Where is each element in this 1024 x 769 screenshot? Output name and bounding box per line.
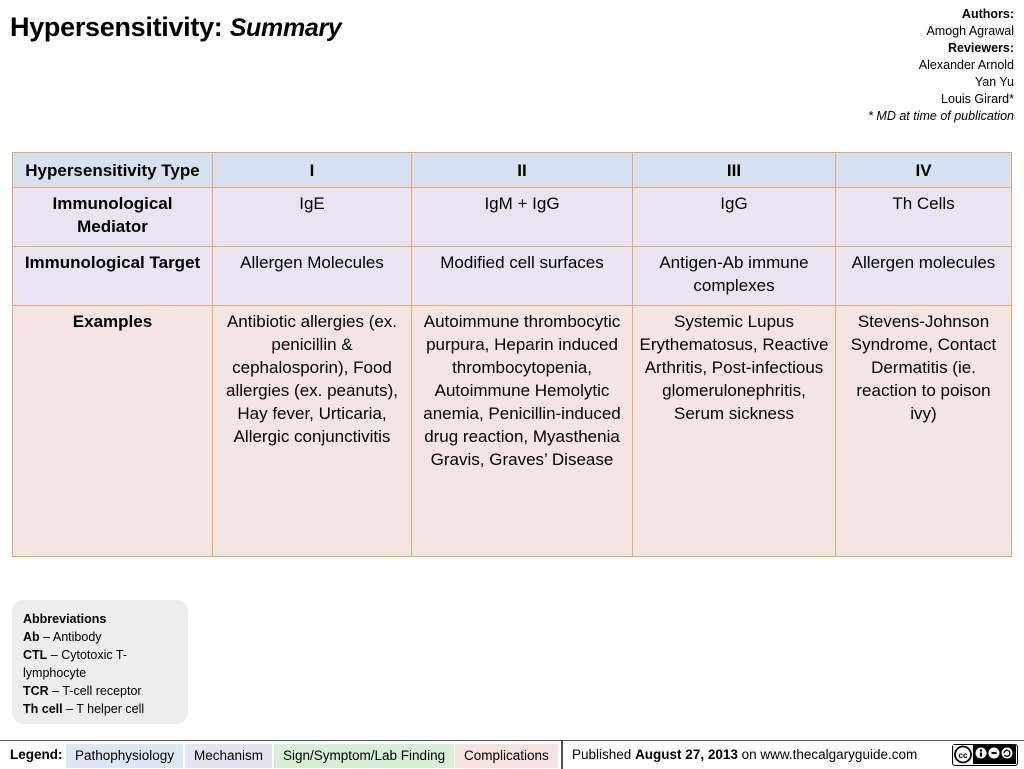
legend-label: Legend: bbox=[10, 747, 63, 762]
table-row bbox=[13, 306, 1012, 557]
abbreviation: CTL bbox=[23, 648, 48, 662]
table-cell: Modified cell surfaces bbox=[412, 247, 633, 306]
table-cell: Systemic Lupus Erythematosus, Reactive Arthritis, Post-infectious glomerulonephritis, Serum sickness bbox=[633, 306, 836, 557]
legend-divider bbox=[561, 741, 563, 769]
legend-mechanism: Mechanism bbox=[185, 744, 272, 768]
abbreviation: TCR bbox=[23, 684, 49, 698]
abbreviation: Ab bbox=[23, 630, 40, 644]
authors-label: Authors: bbox=[961, 7, 1014, 21]
cc-license-icon bbox=[952, 744, 1018, 766]
abbreviation-meaning: T helper cell bbox=[76, 702, 145, 716]
reviewer-name: Alexander Arnold bbox=[918, 58, 1014, 72]
reviewers-label: Reviewers: bbox=[947, 41, 1014, 55]
published-site: on www.thecalgaryguide.com bbox=[741, 747, 918, 762]
reviewer-name: Louis Girard* bbox=[941, 92, 1014, 106]
table-row bbox=[13, 188, 1012, 247]
page-title bbox=[10, 12, 342, 43]
abbreviation-item: TCR – T-cell receptor bbox=[23, 684, 142, 698]
abbreviation-meaning: T-cell receptor bbox=[62, 684, 142, 698]
reviewer-name: Yan Yu bbox=[974, 75, 1014, 89]
type-header: I bbox=[213, 153, 412, 188]
table-cell: IgM + IgG bbox=[412, 188, 633, 247]
abbreviation: Th cell bbox=[23, 702, 63, 716]
published-line bbox=[572, 747, 917, 762]
legend-bar bbox=[0, 740, 1024, 769]
abbreviations-box bbox=[12, 600, 188, 724]
type-header: II bbox=[412, 153, 633, 188]
svg-text:cc: cc bbox=[958, 751, 968, 760]
table-cell: Allergen molecules bbox=[836, 247, 1012, 306]
table-header-row bbox=[13, 153, 1012, 188]
title-subtitle: Summary bbox=[229, 14, 342, 42]
type-header: IV bbox=[836, 153, 1012, 188]
row-label: Immunological Target bbox=[13, 247, 213, 306]
published-prefix: Published bbox=[572, 747, 632, 762]
table-cell: Stevens-Johnson Syndrome, Contact Dermatitis (ie. reaction to poison ivy) bbox=[836, 306, 1012, 557]
author-name: Amogh Agrawal bbox=[926, 24, 1014, 38]
abbreviation-meaning: Antibody bbox=[52, 630, 102, 644]
type-header: III bbox=[633, 153, 836, 188]
table-cell: Autoimmune thrombocytic purpura, Heparin induced thrombocytopenia, Autoimmune Hemolytic anemia, Penicillin-induced drug reaction, Myasthenia Gravis, Graves’ Disease bbox=[412, 306, 633, 557]
table-row bbox=[13, 247, 1012, 306]
abbreviations-title: Abbreviations bbox=[23, 612, 107, 626]
abbreviation-item: Th cell – T helper cell bbox=[23, 702, 145, 716]
title-main: Hypersensitivity: bbox=[10, 12, 223, 42]
row-label: Examples bbox=[13, 306, 213, 557]
abbreviation-meaning: Cytotoxic T-lymphocyte bbox=[23, 648, 127, 680]
credits-note: * MD at time of publication bbox=[868, 109, 1014, 123]
header-label: Hypersensitivity Type bbox=[13, 153, 213, 188]
legend-sign-symptom: Sign/Symptom/Lab Finding bbox=[274, 744, 454, 768]
table-cell: Th Cells bbox=[836, 188, 1012, 247]
table-cell: Antigen-Ab immune complexes bbox=[633, 247, 836, 306]
row-label: Immunological Mediator bbox=[13, 188, 213, 247]
cc-logo-icon bbox=[953, 745, 1016, 764]
table-cell: Allergen Molecules bbox=[213, 247, 412, 306]
hypersensitivity-table bbox=[12, 152, 1012, 557]
abbreviation-item: CTL – Cytotoxic T-lymphocyte bbox=[23, 648, 127, 680]
legend-pathophysiology: Pathophysiology bbox=[66, 744, 183, 768]
published-date: August 27, 2013 bbox=[635, 747, 738, 762]
legend-complications: Complications bbox=[455, 744, 558, 768]
table-cell: IgE bbox=[213, 188, 412, 247]
table-cell: IgG bbox=[633, 188, 836, 247]
credits bbox=[868, 6, 1014, 125]
table-cell: Antibiotic allergies (ex. penicillin & cephalosporin), Food allergies (ex. peanuts), Hay fever, Urticaria, Allergic conjunctivitis bbox=[213, 306, 412, 557]
abbreviation-item: Ab – Antibody bbox=[23, 630, 102, 644]
